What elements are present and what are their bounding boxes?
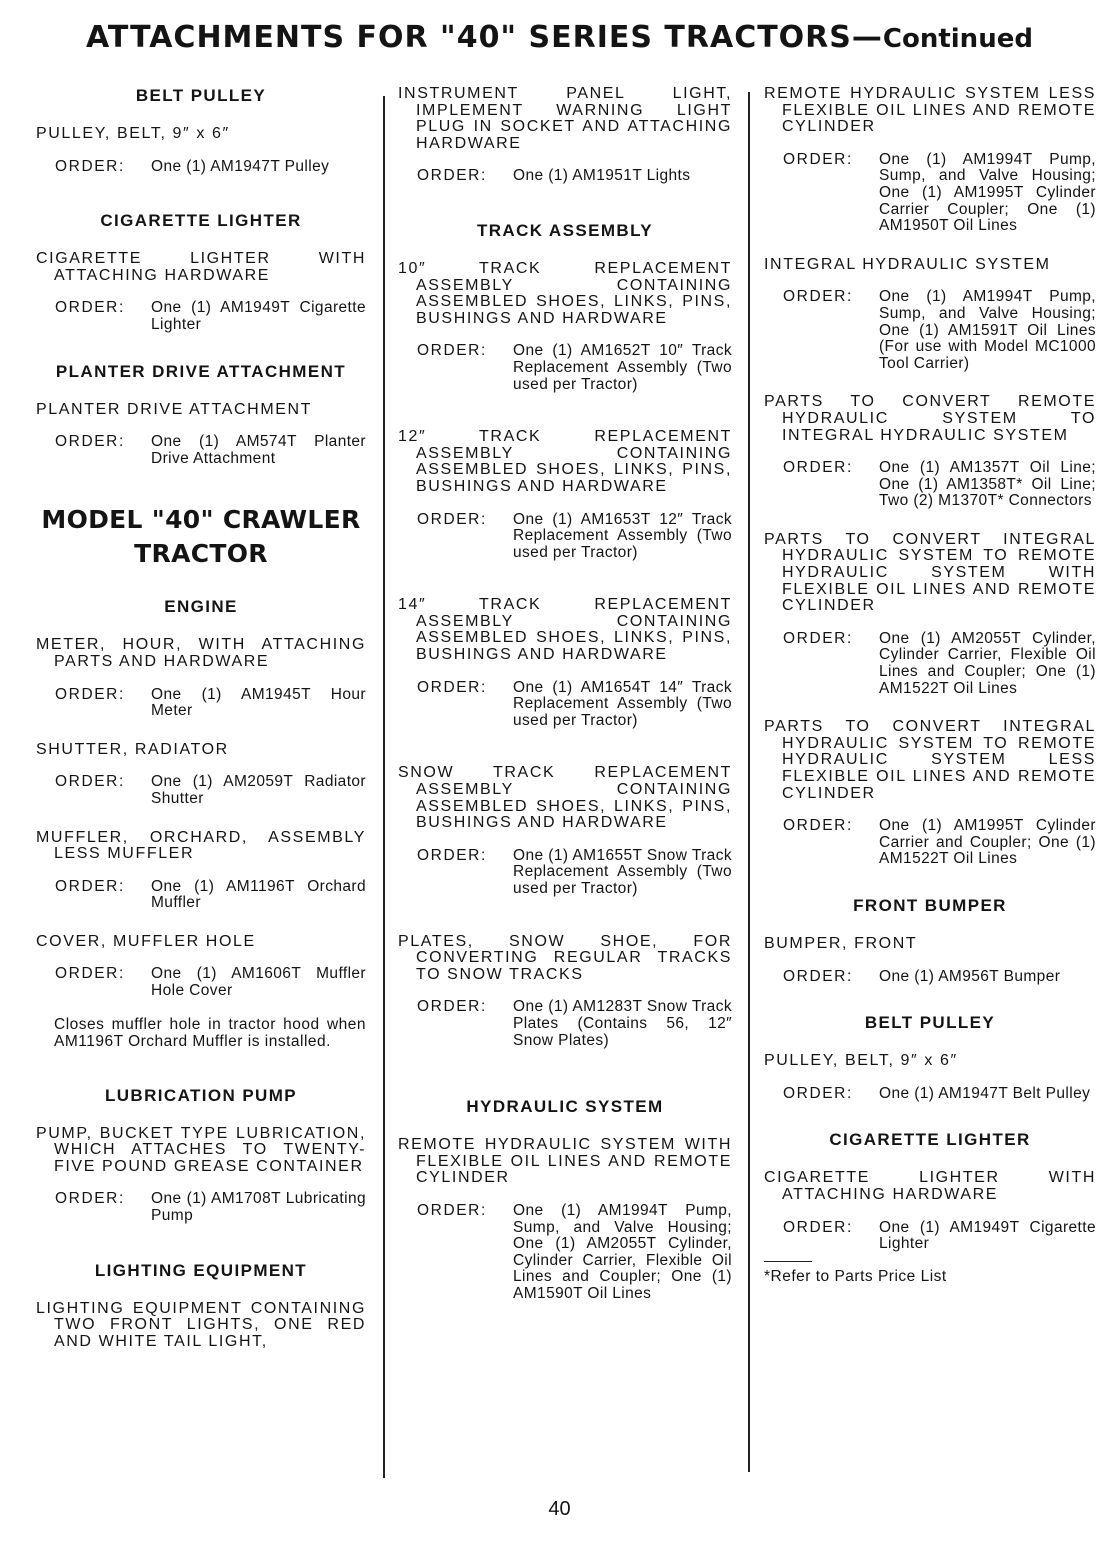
section-heading: TRACK ASSEMBLY [476,220,654,240]
order-line [783,289,1096,372]
part-item: 14″ TRACK REPLACEMENT ASSEMBLY CONTAINING ASSEMBLED SHOES, LINKS, PINS, BUSHINGS AND HARDWARE [398,596,732,664]
note-text: Closes muffler hole in tractor hood when AM1196T Orchard Muffler is installed. [54,1015,366,1050]
section-heading: CIGARETTE LIGHTER [829,1130,1031,1150]
order-label: ORDER: [783,459,853,477]
part-item: PULLEY, BELT, 9″ x 6″ [764,1052,958,1070]
order-line [55,300,366,333]
order-text: One (1) AM1947T Pulley [151,157,330,175]
order-line [55,434,366,467]
part-item: 10″ TRACK REPLACEMENT ASSEMBLY CONTAINING ASSEMBLED SHOES, LINKS, PINS, BUSHINGS AND HARDWARE [398,259,732,327]
part-item: 12″ TRACK REPLACEMENT ASSEMBLY CONTAINING ASSEMBLED SHOES, LINKS, PINS, BUSHINGS AND HARDWARE [398,428,732,495]
part-item: CIGARETTE LIGHTER WITH ATTACHING HARDWARE [764,1169,1096,1203]
order-text: One (1) AM1949T Cigarette Lighter [879,1218,1096,1253]
title-continued: Continued [882,24,1033,54]
order-line [783,460,1096,510]
order-text: One (1) AM1708T Lubricating Pump [151,1190,366,1225]
part-item: SHUTTER, RADIATOR [36,740,229,758]
order-label: ORDER: [417,510,487,528]
order-label: ORDER: [55,773,125,791]
order-line [55,774,366,807]
order-text: One (1) AM1995T Cylinder Carrier and Coupler; One (1) AM1522T Oil Lines [879,817,1096,868]
order-line [783,152,1096,235]
section-heading: LUBRICATION PUMP [104,1085,298,1105]
order-line [417,680,732,730]
part-item: COVER, MUFFLER HOLE [36,932,256,950]
order-line [783,818,1096,868]
order-line [417,168,732,185]
order-line [55,687,366,720]
order-text: One (1) AM1606T Muffler Hole Cover [151,965,366,1000]
order-label: ORDER: [783,967,853,985]
order-label: ORDER: [55,877,125,895]
order-text: One (1) AM1994T Pump, Sump, and Valve Housing; One (1) AM1995T Cylinder Carrier Coupler; One (1) AM1950T Oil Lines [879,150,1096,235]
order-label: ORDER: [783,1084,853,1102]
part-item: METER, HOUR, WITH ATTACHING PARTS AND HARDWARE [36,636,366,670]
part-item: PLATES, SNOW SHOE, FOR CONVERTING REGULAR TRACKS TO SNOW TRACKS [398,932,732,983]
part-item: REMOTE HYDRAULIC SYSTEM WITH FLEXIBLE OIL LINES AND REMOTE CYLINDER [398,1136,732,1187]
part-item: PARTS TO CONVERT REMOTE HYDRAULIC SYSTEM TO INTEGRAL HYDRAULIC SYSTEM [764,393,1096,444]
column-middle [398,86,732,1325]
order-label: ORDER: [417,846,487,864]
order-line [417,1203,732,1303]
order-text: One (1) AM1652T 10″ Track Replacement Assembly (Two used per Tractor) [513,342,732,393]
section-heading: ENGINE [164,597,238,617]
order-text: One (1) AM1994T Pump, Sump, and Valve Housing; One (1) AM2055T Cylinder, Cylinder Carrier, Flexible Oil Lines and Coupler; One (1) AM1590T Oil Lines [513,1201,732,1302]
order-label: ORDER: [55,1190,125,1208]
part-item: PARTS TO CONVERT INTEGRAL HYDRAULIC SYSTEM TO REMOTE HYDRAULIC SYSTEM LESS FLEXIBLE OIL LINES AND REMOTE CYLINDER [764,718,1096,802]
part-item: MUFFLER, ORCHARD, ASSEMBLY LESS MUFFLER [36,828,366,863]
order-text: One (1) AM1945T Hour Meter [151,685,366,720]
order-label: ORDER: [783,629,853,647]
column-right [764,86,1096,1285]
order-text: One (1) AM1947T Belt Pulley [879,1084,1091,1102]
order-line [55,159,366,176]
order-label: ORDER: [417,342,487,360]
order-line [417,343,732,393]
order-label: ORDER: [55,299,125,317]
part-item: INTEGRAL HYDRAULIC SYSTEM [764,255,1051,273]
order-label: ORDER: [417,167,487,185]
part-item: BUMPER, FRONT [764,934,918,952]
order-text: One (1) AM1196T Orchard Muffler [151,877,366,912]
part-item: CIGARETTE LIGHTER WITH ATTACHING HARDWARE [36,250,366,284]
part-item: PARTS TO CONVERT INTEGRAL HYDRAULIC SYSTEM TO REMOTE HYDRAULIC SYSTEM WITH FLEXIBLE OIL LINES AND REMOTE CYLINDER [764,530,1096,615]
order-label: ORDER: [55,157,125,175]
order-label: ORDER: [55,965,125,983]
order-text: One (1) AM1994T Pump, Sump, and Valve Housing; One (1) AM1591T Oil Lines (For use with Model MC1000 Tool Carrier) [879,288,1096,372]
part-item: INSTRUMENT PANEL LIGHT, IMPLEMENT WARNING LIGHT PLUG IN SOCKET AND ATTACHING HARDWARE [398,85,732,152]
order-line [417,512,732,562]
part-item: REMOTE HYDRAULIC SYSTEM LESS FLEXIBLE OIL LINES AND REMOTE CYLINDER [764,85,1096,136]
order-text: One (1) AM956T Bumper [879,967,1061,985]
order-line [783,969,1096,986]
column-divider [748,92,750,1472]
model-heading: MODEL "40" CRAWLER TRACTOR [41,505,361,569]
section-heading: PLANTER DRIVE ATTACHMENT [55,361,347,381]
order-text: One (1) AM2059T Radiator Shutter [151,773,366,807]
page-number: 40 [548,1498,571,1520]
order-text: One (1) AM1951T Lights [513,167,691,185]
order-label: ORDER: [417,678,487,696]
section-heading: CIGARETTE LIGHTER [100,211,302,231]
order-label: ORDER: [783,817,853,835]
order-text: One (1) AM1653T 12″ Track Replacement Assembly (Two used per Tractor) [513,510,732,561]
order-label: ORDER: [417,998,487,1016]
footnote-rule [764,1261,812,1262]
order-text: One (1) AM1283T Snow Track Plates (Contains 56, 12″ Snow Plates) [513,998,732,1049]
order-label: ORDER: [783,150,853,168]
order-text: One (1) AM1655T Snow Track Replacement Assembly (Two used per Tractor) [513,846,732,897]
order-line [417,848,732,898]
section-heading: BELT PULLEY [135,86,267,105]
column-divider [383,96,385,1478]
order-line [783,631,1096,697]
title-text: ATTACHMENTS FOR "40" SERIES TRACTORS— [86,20,883,55]
order-label: ORDER: [55,685,125,703]
part-item: PLANTER DRIVE ATTACHMENT [36,400,313,418]
part-item: PULLEY, BELT, 9″ x 6″ [36,125,230,142]
order-text: One (1) AM1357T Oil Line; One (1) AM1358T* Oil Line; Two (2) M1370T* Connectors [879,459,1096,510]
section-heading: LIGHTING EQUIPMENT [94,1260,308,1280]
part-item: PUMP, BUCKET TYPE LUBRICATION, WHICH ATTACHES TO TWENTY-FIVE POUND GREASE CONTAINER [36,1124,366,1175]
order-line [55,1191,366,1224]
footnote: *Refer to Parts Price List [764,1267,947,1285]
part-item: LIGHTING EQUIPMENT CONTAINING TWO FRONT LIGHTS, ONE RED AND WHITE TAIL LIGHT, [36,1299,366,1350]
order-text: One (1) AM1949T Cigarette Lighter [151,299,366,333]
section-heading: BELT PULLEY [864,1013,996,1033]
order-text: One (1) AM2055T Cylinder, Cylinder Carrier, Flexible Oil Lines and Coupler; One (1) AM1522T Oil Lines [879,629,1096,697]
order-line [417,999,732,1049]
order-line [783,1086,1096,1103]
order-line [55,879,366,912]
order-label: ORDER: [417,1201,487,1219]
section-heading: FRONT BUMPER [853,895,1007,915]
part-item: SNOW TRACK REPLACEMENT ASSEMBLY CONTAINING ASSEMBLED SHOES, LINKS, PINS, BUSHINGS AND HARDWARE [398,764,732,832]
order-label: ORDER: [55,433,125,451]
column-left [36,86,366,1366]
order-line [55,966,366,999]
order-label: ORDER: [783,288,853,306]
page-title [0,20,1119,55]
order-text: One (1) AM1654T 14″ Track Replacement Assembly (Two used per Tractor) [513,678,732,729]
order-text: One (1) AM574T Planter Drive Attachment [151,433,366,467]
order-label: ORDER: [783,1218,853,1236]
section-heading: HYDRAULIC SYSTEM [466,1097,664,1117]
order-line [783,1220,1096,1253]
